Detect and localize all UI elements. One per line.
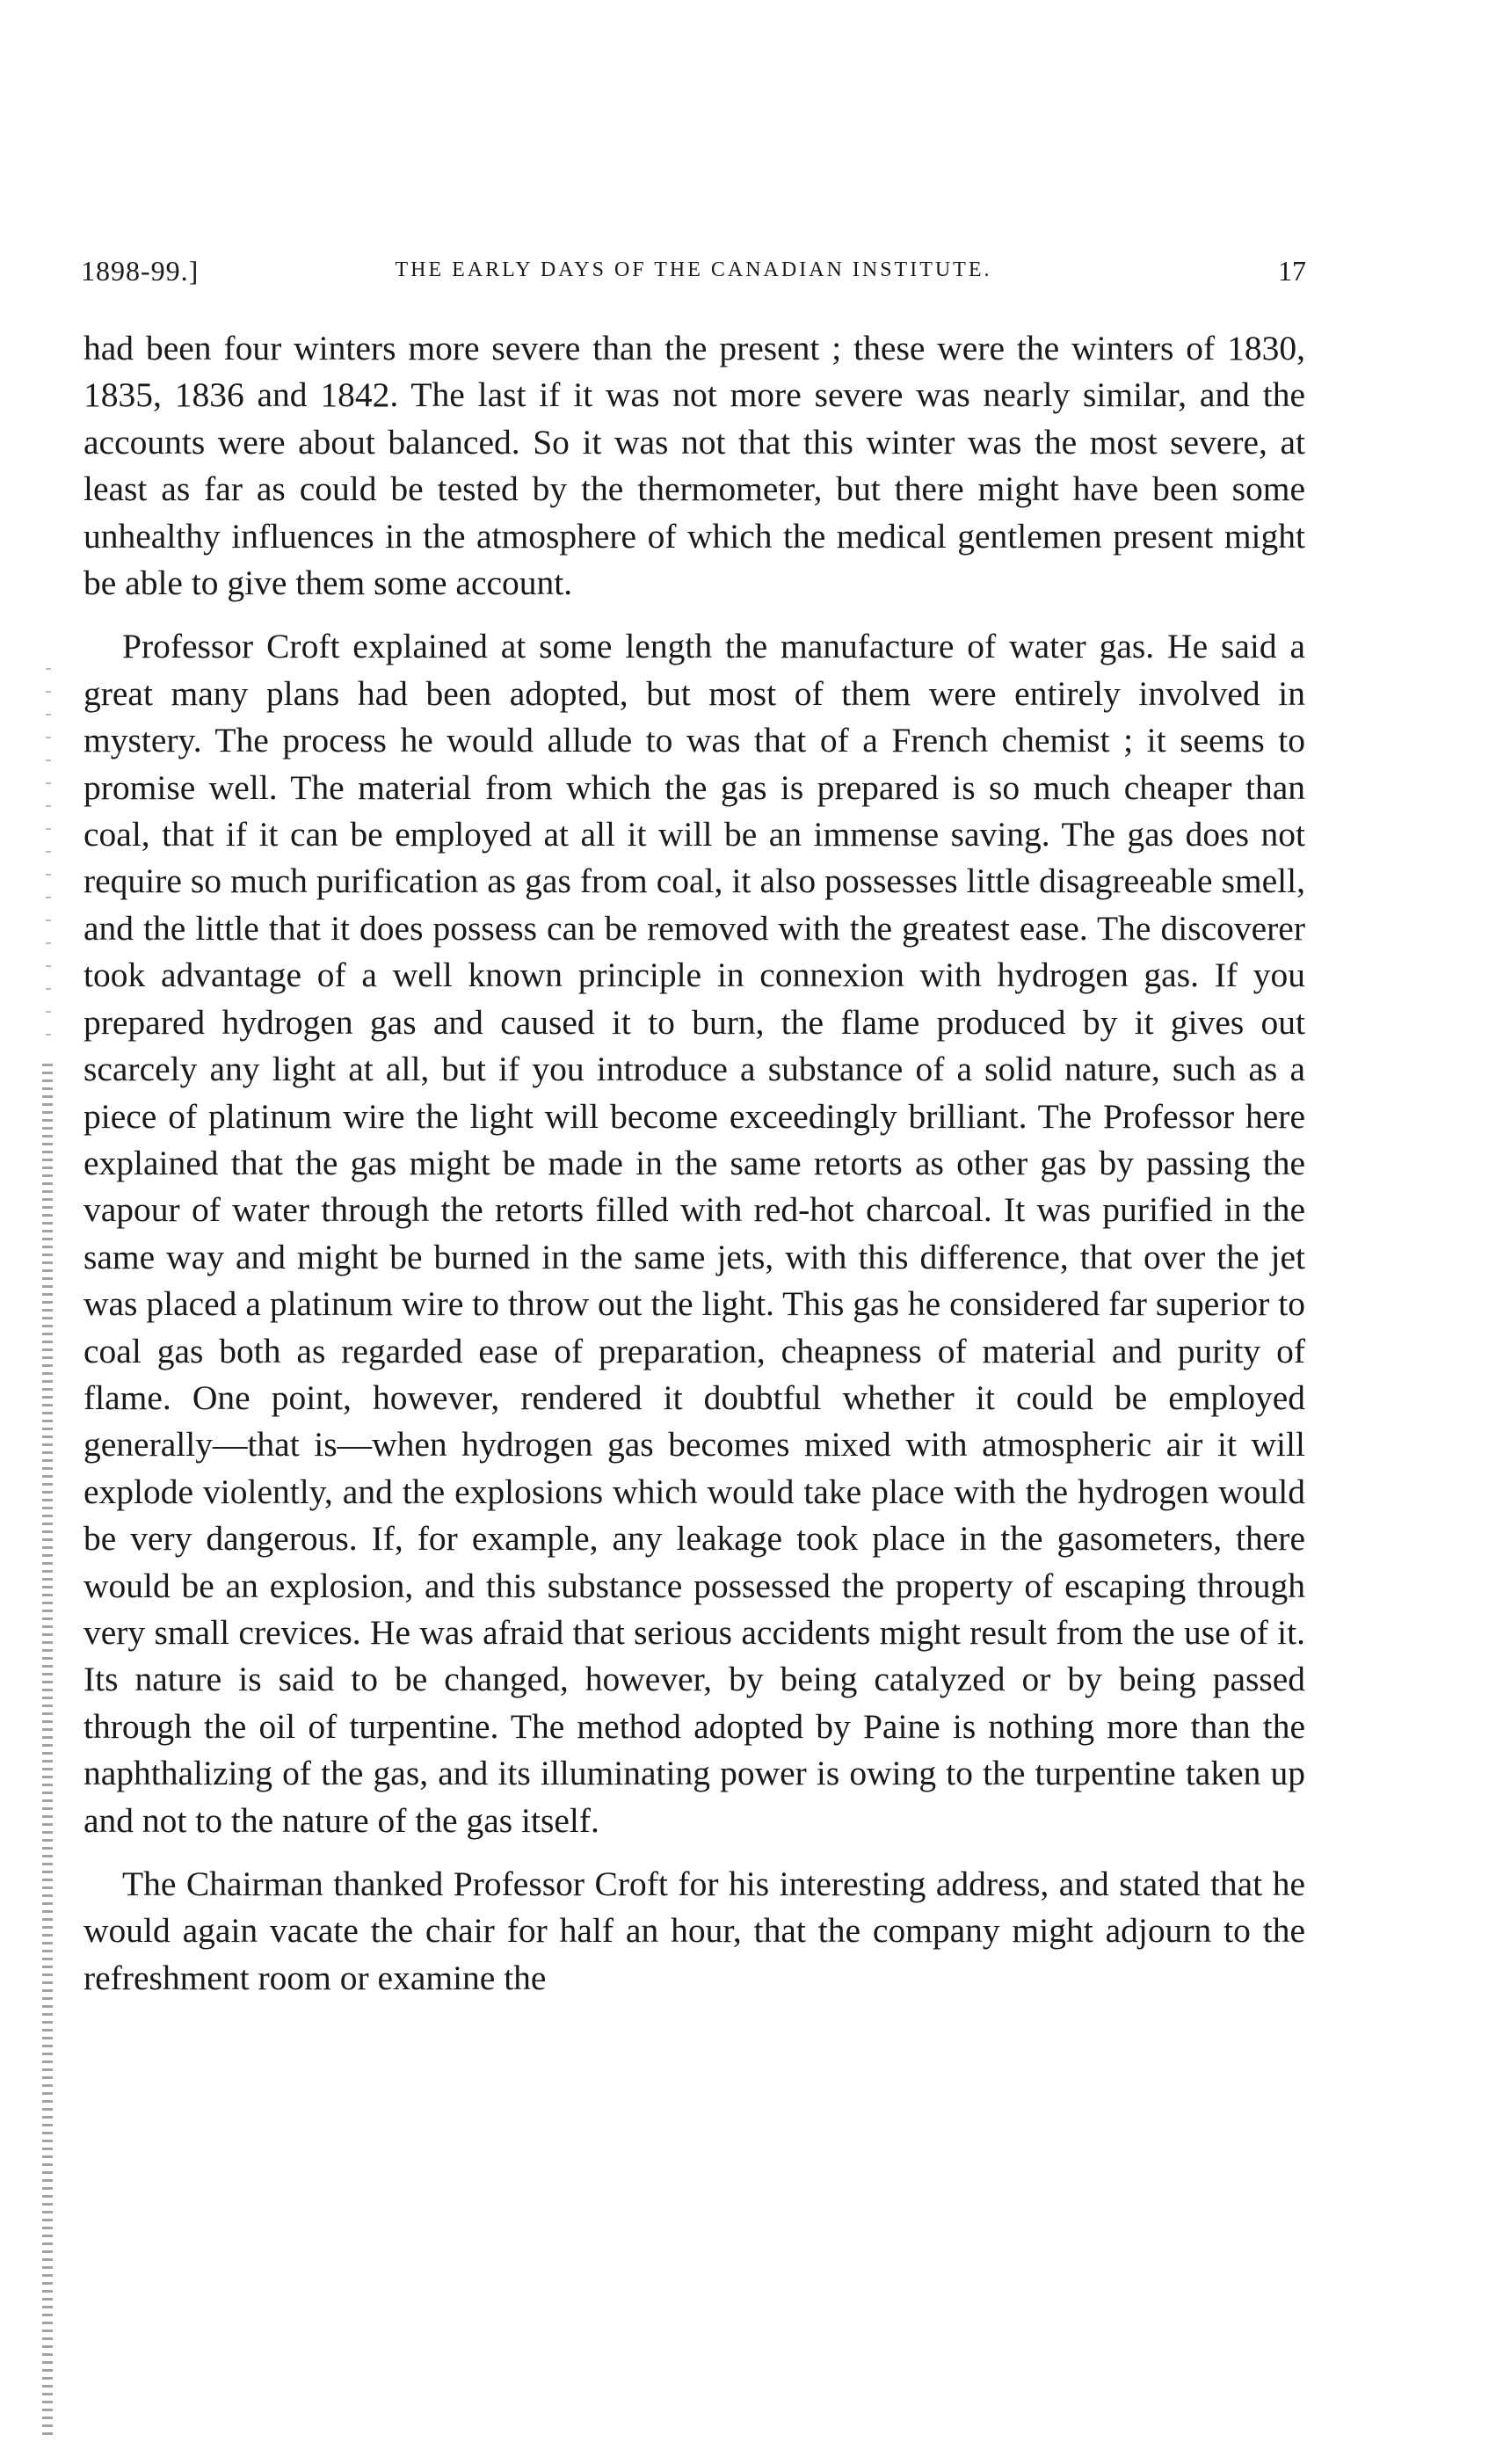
body-text xyxy=(84,325,1305,2002)
paragraph-continuation: had been four winters more severe than the present ; these were the winters of 1830, 1835, 1836 and 1842. The last if it was not more severe was nearly similar, and the accounts were about balanced. So it was not that this winter was the most severe, at least as far as could be tested by the thermometer, but there might have been some unhealthy influences in the atmosphere of which the medical gentlemen present might be able to give them some account. xyxy=(84,329,1305,603)
paragraph-chairman: The Chairman thanked Professor Croft for his interesting address, and stated that he would again vacate the chair for half an hour, that the company might adjourn to the refreshment room or examine the xyxy=(84,1864,1305,1997)
page-number: 17 xyxy=(1278,255,1306,287)
running-head xyxy=(81,255,1306,290)
scan-gutter-noise xyxy=(42,1064,53,2435)
scan-gutter-marks xyxy=(46,668,51,1055)
running-title: THE EARLY DAYS OF THE CANADIAN INSTITUTE. xyxy=(395,258,992,281)
volume-year: 1898-99.] xyxy=(81,255,200,287)
paragraph-water-gas: Professor Croft explained at some length the manufacture of water gas. He said a great many plans had been adopted, but most of them were entirely involved in mystery. The process he would allude to was that of a French chemist ; it seems to promise well. The material from which the gas is prepared is so much cheaper than coal, that if it can be employed at all it will be an immense saving. The gas does not require so much purification as gas from coal, it also possesses little disagreeable smell, and the little that it does possess can be removed with the greatest ease. The discoverer took advantage of a well known principle in connexion with hydrogen gas. If you prepared hydrogen gas and caused it to burn, the flame produced by it gives out scarcely any light at all, but if you introduce a substance of a solid nature, such as a piece of platinum wire the light will become exceedingly brilliant. The Professor here explained that the gas might be made in the same retorts as other gas by passing the vapour of water through the retorts filled with red-hot charcoal. It was purified in the same way and might be burned in the same jets, with this difference, that over the jet was placed a platinum wire to throw out the light. This gas he considered far superior to coal gas both as regarded ease of preparation, cheapness of material and purity of flame. One point, however, rendered it doubtful whether it could be employed generally—that is—when hydrogen gas becomes mixed with atmospheric air it will explode violently, and the explosions which would take place with the hydrogen would be very dangerous. If, for example, any leakage took place in the gasometers, there would be an explosion, and this substance possessed the property of escaping through very small crevices. He was afraid that serious accidents might result from the use of it. Its nature is said to be changed, however, by being catalyzed or by being passed through the oil of turpentine. The method adopted by Paine is nothing more than the naphthalizing of the gas, and its illuminating power is owing to the turpentine taken up and not to the nature of the gas itself. xyxy=(84,627,1305,1840)
